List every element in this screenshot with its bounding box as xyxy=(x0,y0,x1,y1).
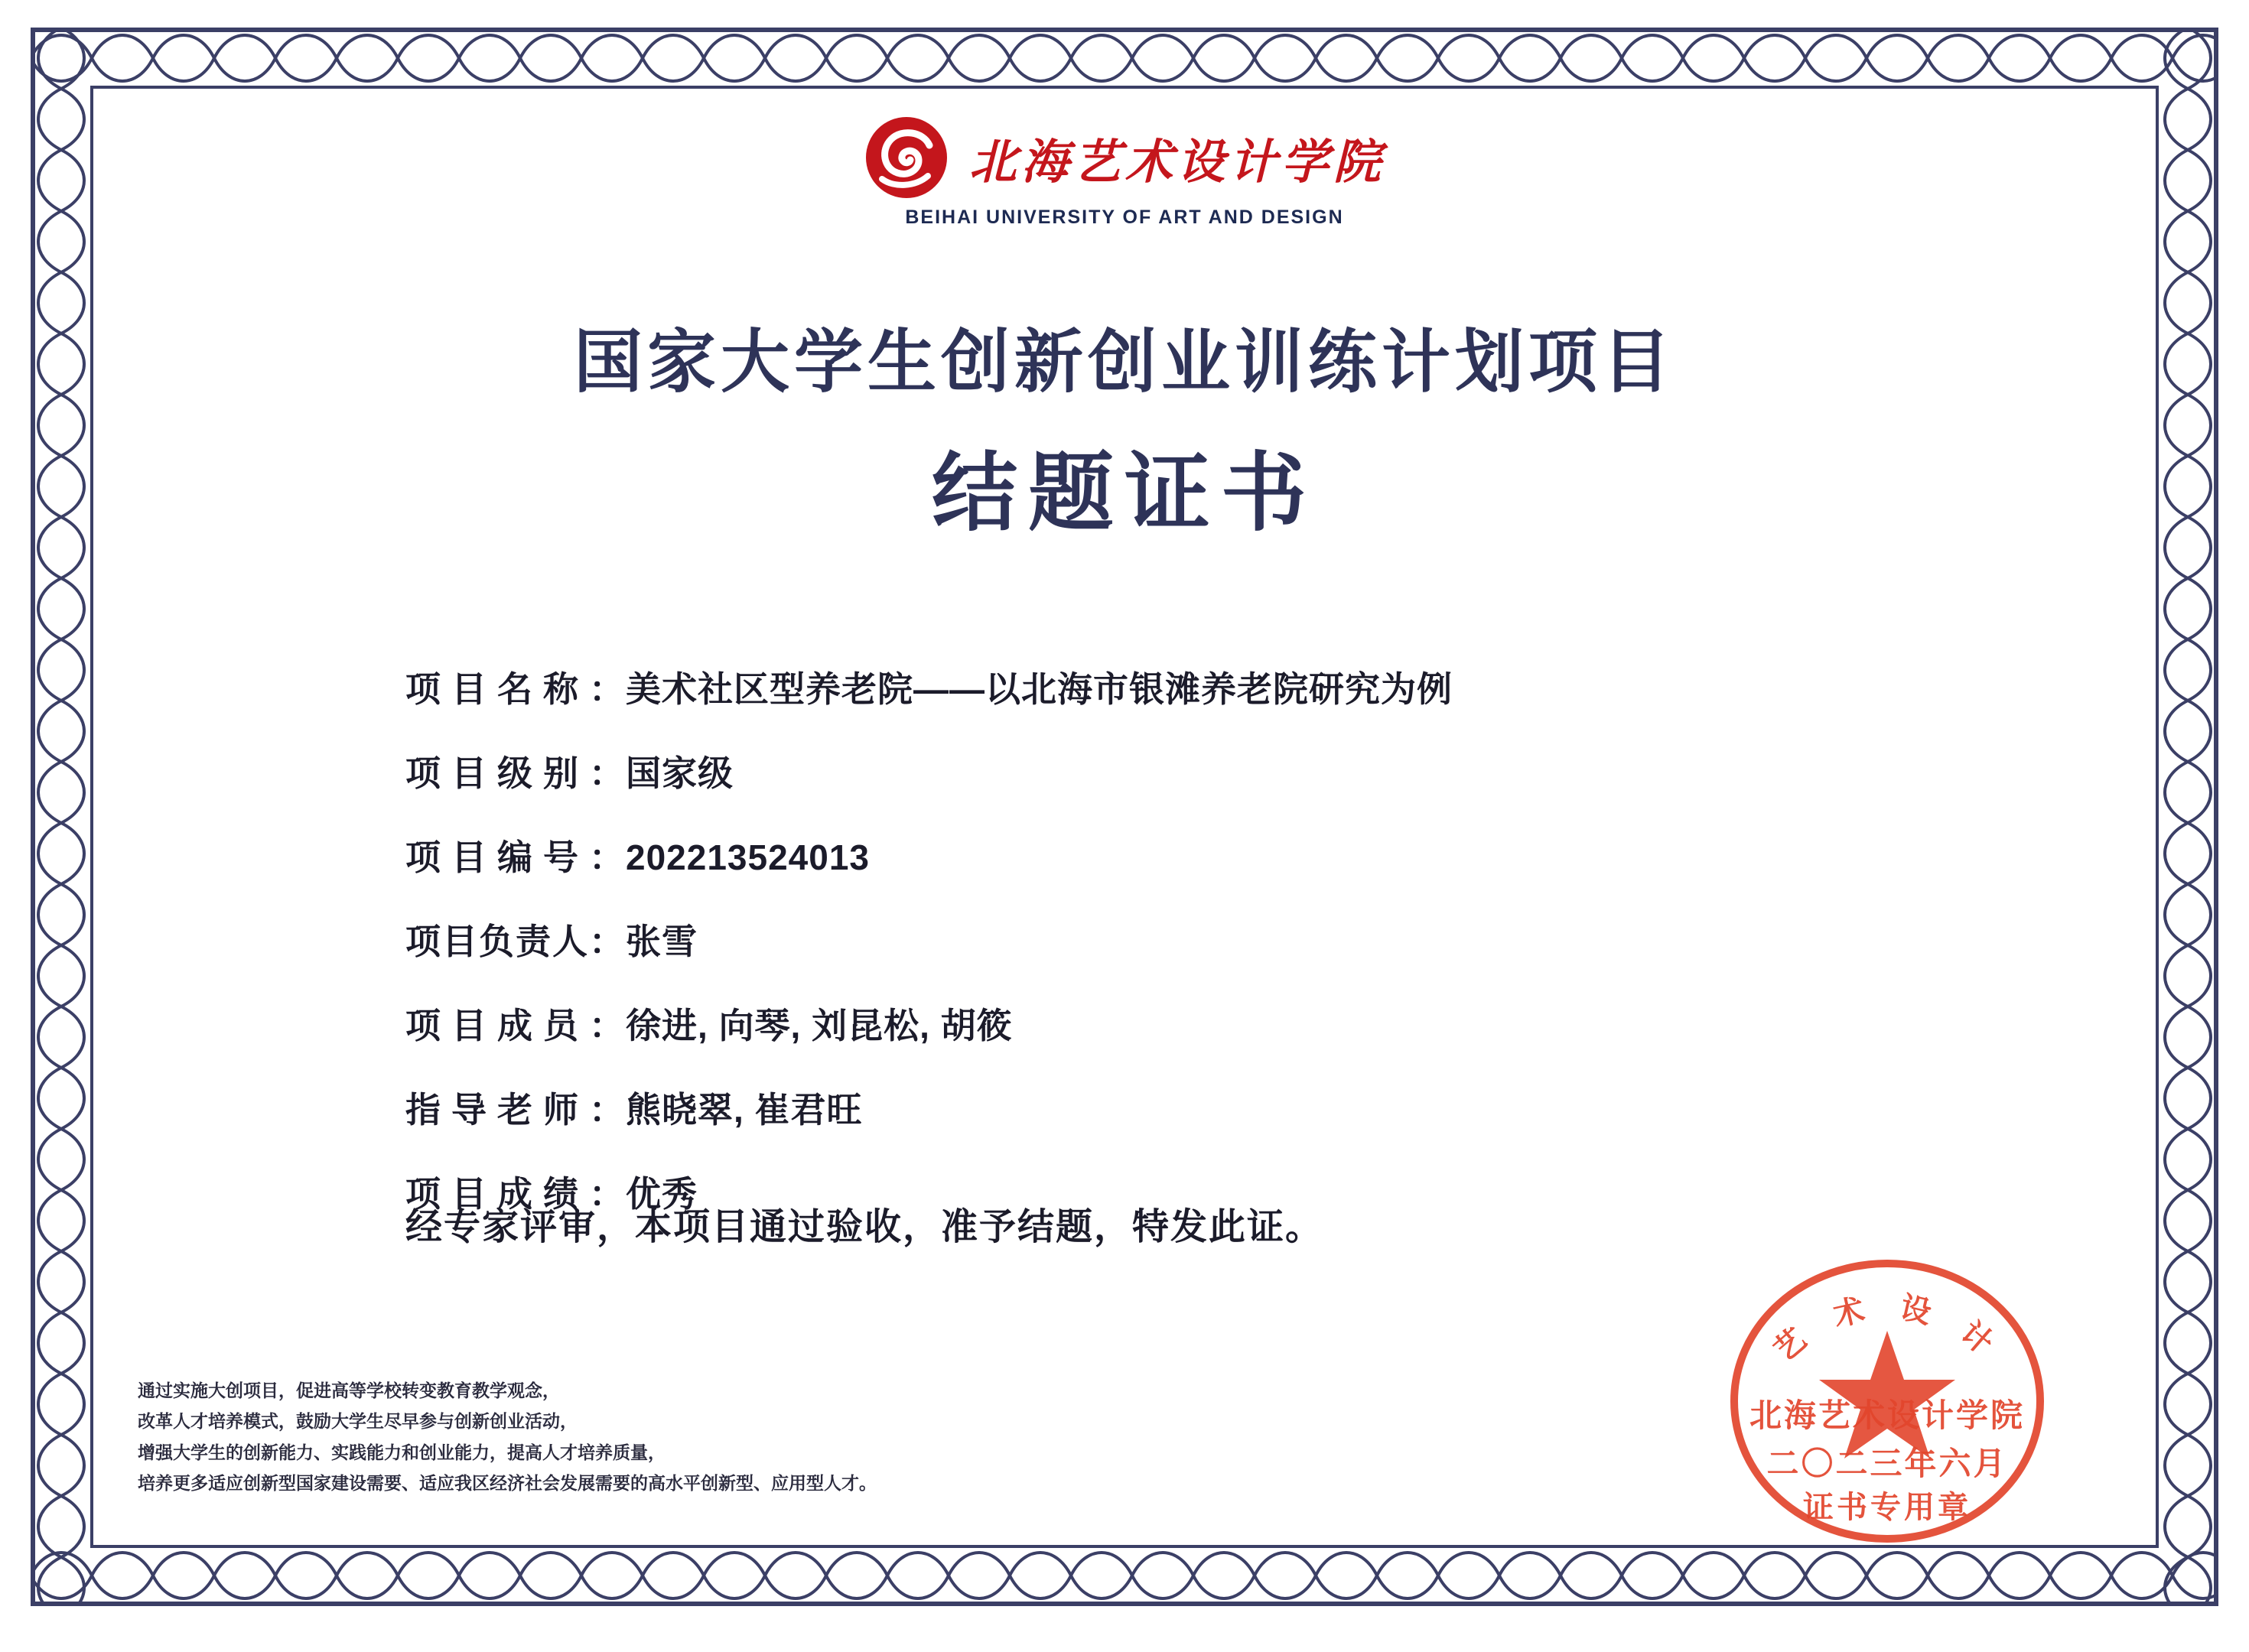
seal-line-3: 证书专用章 xyxy=(1803,1489,1971,1525)
field-project-leader xyxy=(405,914,2050,964)
field-label: 项目负责人 xyxy=(405,922,589,961)
certificate-title-main: 国家大学生创新创业训练计划项目 xyxy=(574,321,1675,402)
seal-line-2: 二〇二三年六月 xyxy=(1766,1445,2008,1482)
field-value: 202213524013 xyxy=(626,837,870,877)
footnote-line-2: 改革人才培养模式，鼓励大学生尽早参与创新创业活动， xyxy=(138,1411,578,1432)
spiral-wave-logo-icon xyxy=(864,115,949,200)
certificate-fields xyxy=(405,662,2050,1250)
field-value: 优秀 xyxy=(626,1174,698,1214)
field-colon: ： xyxy=(589,1006,624,1046)
field-value: 国家级 xyxy=(626,753,734,793)
field-label: 项目名称 xyxy=(405,669,589,709)
field-value: 熊晓翠, 崔君旺 xyxy=(626,1090,863,1130)
approval-statement: 经专家评审，本项目通过验收，准予结题，特发此证。 xyxy=(405,1207,1324,1247)
seal-line-1: 北海艺术设计学院 xyxy=(1749,1397,2026,1434)
rope-border-left-icon xyxy=(31,28,92,1606)
rope-border-bottom-icon xyxy=(31,1545,2218,1606)
field-label: 指导老师 xyxy=(405,1090,589,1130)
field-label: 项目级别 xyxy=(405,753,589,793)
field-colon: ： xyxy=(589,1174,624,1214)
svg-text:艺 术 设 计: 艺 术 设 计 xyxy=(1766,1289,2009,1369)
footnote-block xyxy=(138,1376,877,1499)
field-value: 美术社区型养老院——以北海市银滩养老院研究为例 xyxy=(626,669,1453,709)
field-value: 徐进, 向琴, 刘昆松, 胡筱 xyxy=(626,1006,1013,1046)
field-label: 项目成员 xyxy=(405,1006,589,1046)
field-colon: ： xyxy=(589,922,624,961)
field-project-members xyxy=(405,998,2050,1049)
field-project-level xyxy=(405,746,2050,796)
official-seal-stamp xyxy=(1714,1248,2062,1554)
field-project-number xyxy=(405,830,2050,880)
institution-name-cn: 北海艺术设计学院 xyxy=(968,133,1385,190)
rope-border-right-icon xyxy=(2157,28,2218,1606)
rope-border-top-icon xyxy=(31,28,2218,89)
field-advisors xyxy=(405,1082,2050,1133)
field-project-name xyxy=(405,662,2050,712)
field-label: 项目成绩 xyxy=(405,1174,589,1214)
field-colon: ： xyxy=(589,669,624,709)
field-label: 项目编号 xyxy=(405,837,589,877)
footnote-line-4: 培养更多适应创新型国家建设需要、适应我区经济社会发展需要的高水平创新型、应用型人才。 xyxy=(138,1472,877,1494)
footnote-line-3: 增强大学生的创新能力、实践能力和创业能力，提高人才培养质量， xyxy=(138,1442,666,1463)
field-value: 张雪 xyxy=(626,922,698,961)
field-colon: ： xyxy=(589,1090,624,1130)
certificate-title-sub: 结题证书 xyxy=(932,443,1317,543)
institution-name-en: BEIHAI UNIVERSITY OF ART AND DESIGN xyxy=(905,206,1344,228)
footnote-line-1: 通过实施大创项目，促进高等学校转变教育教学观念， xyxy=(138,1380,560,1401)
field-colon: ： xyxy=(589,753,624,793)
field-colon: ： xyxy=(589,837,624,877)
logo-row xyxy=(864,115,1385,200)
institution-logo-block xyxy=(0,115,2249,229)
